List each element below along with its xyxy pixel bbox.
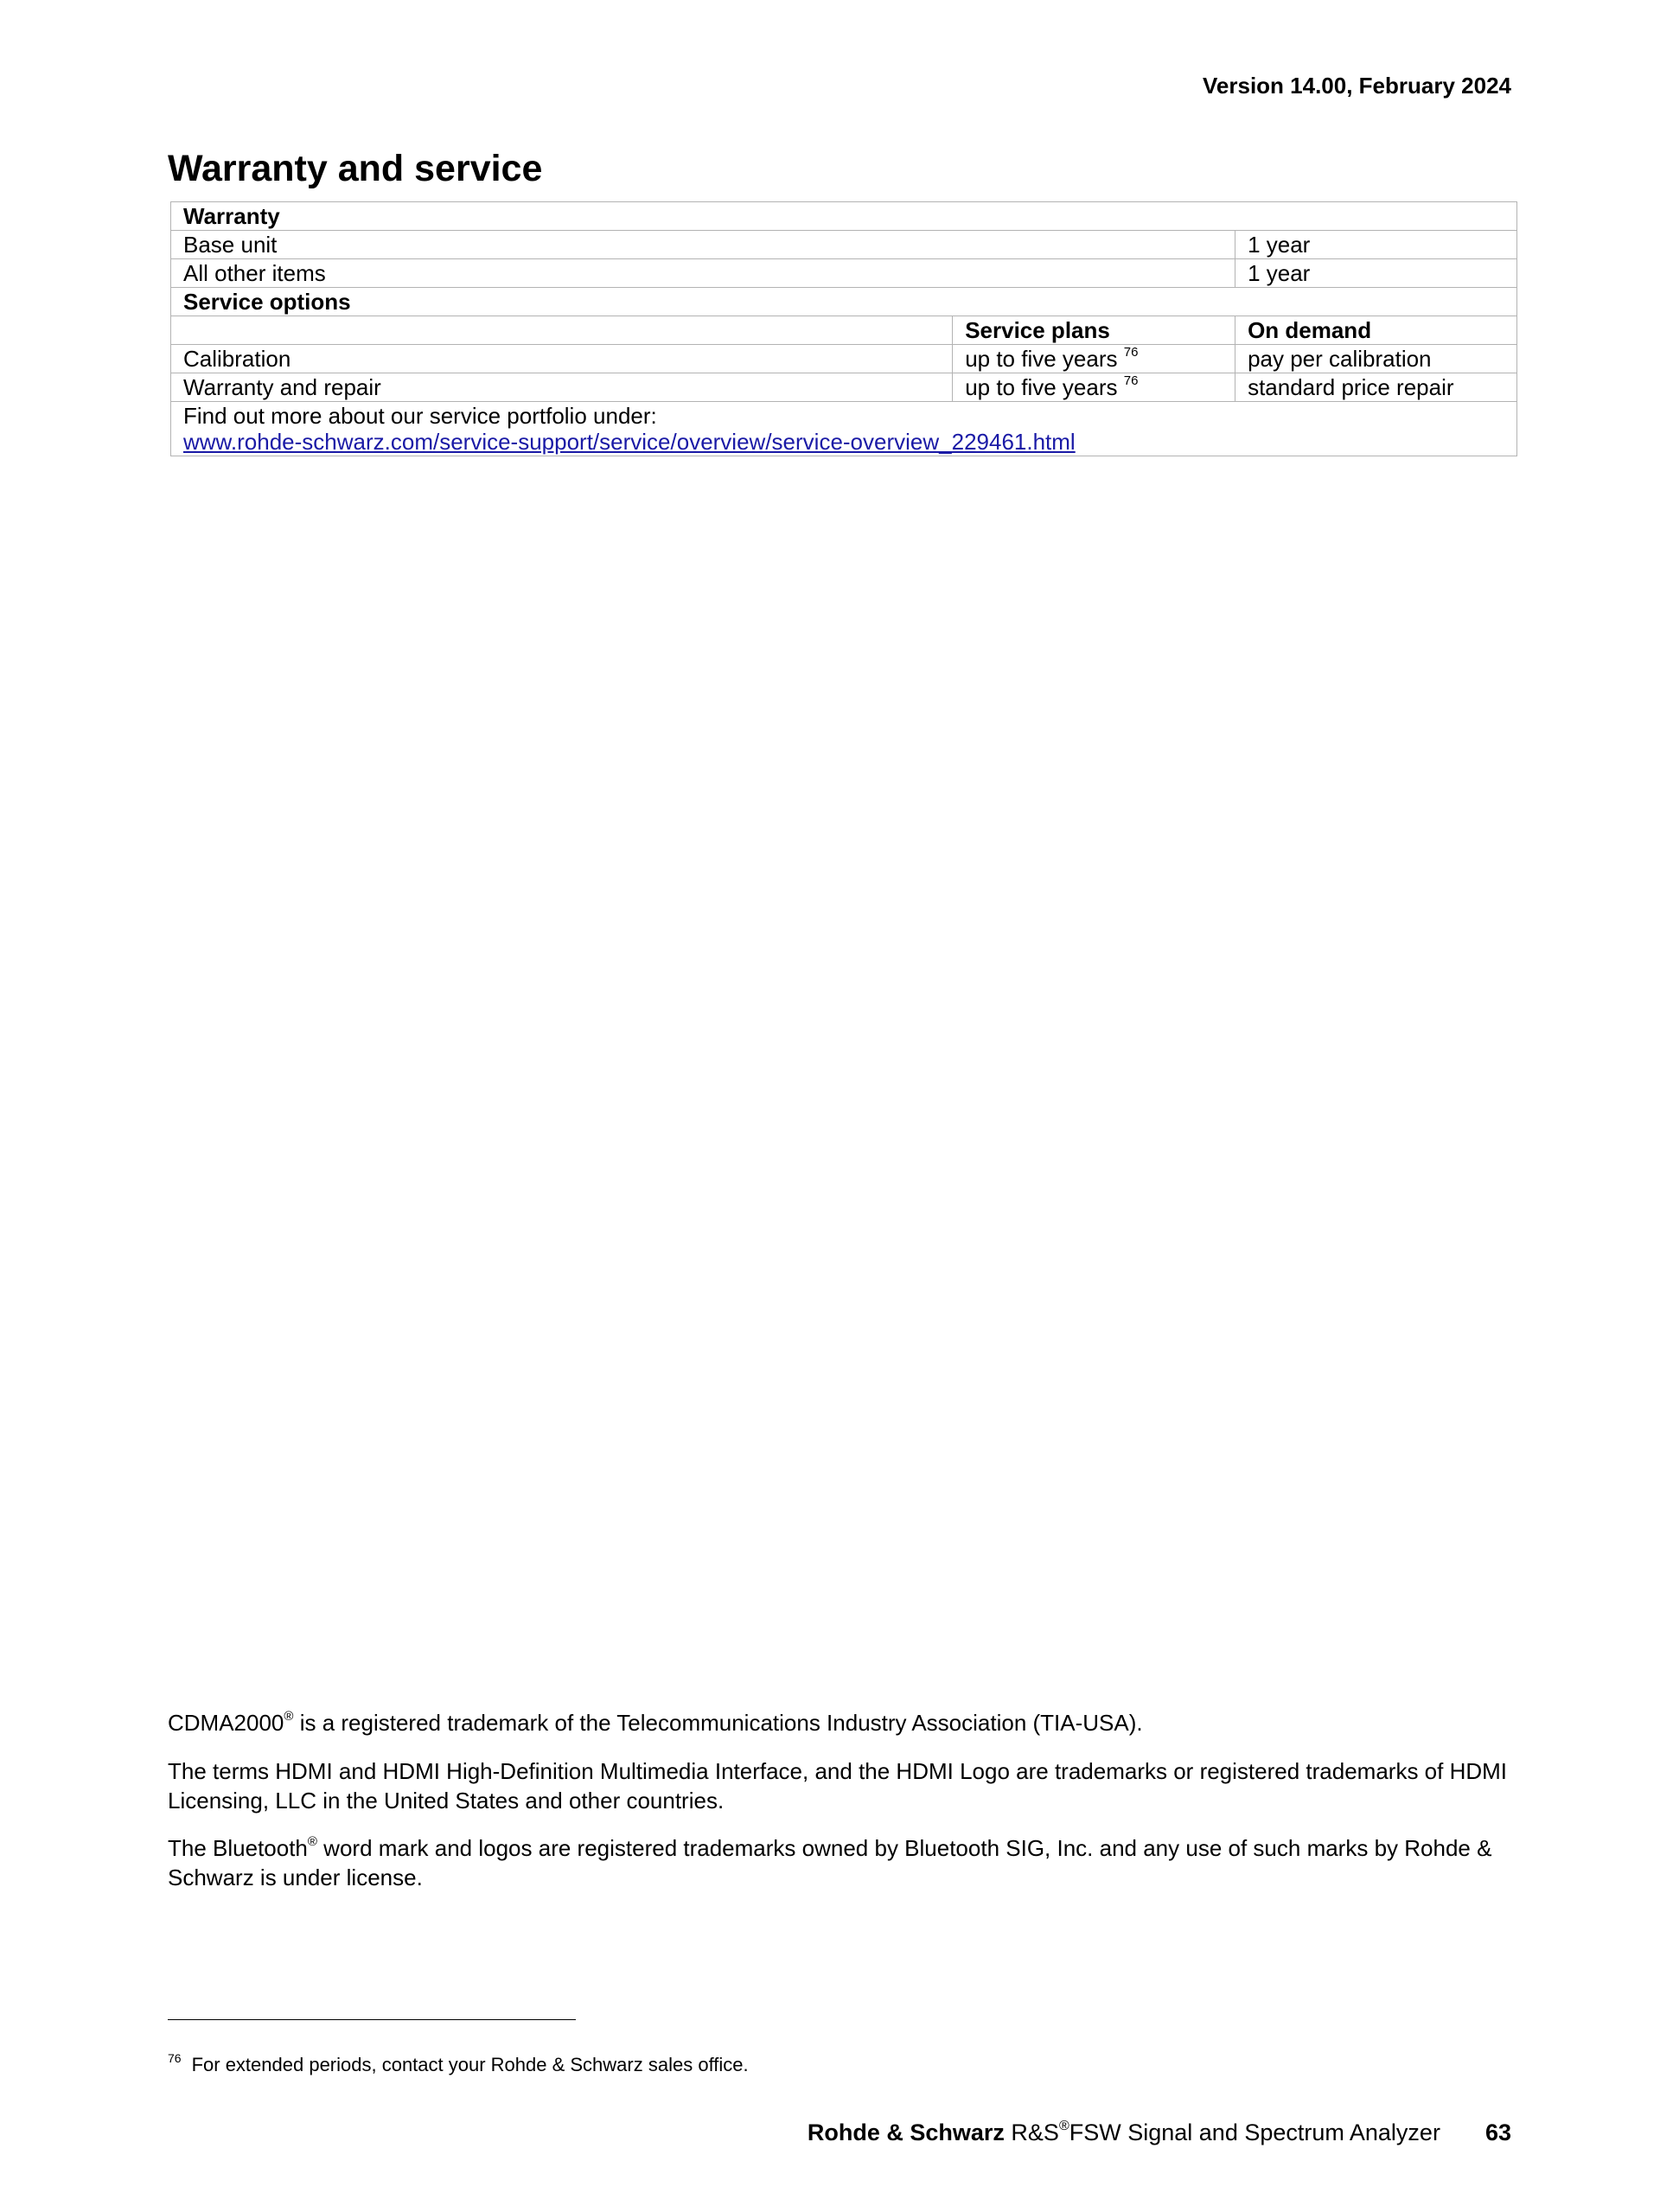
trademark-hdmi: The terms HDMI and HDMI High-Definition Multimedia Interface, and the HDMI Logo are trademarks or registered trademarks of HDMI Licensing, LLC in the United States and other countries. [168, 1758, 1508, 1814]
registered-mark: ® [307, 1834, 317, 1849]
on-demand-header: On demand [1235, 316, 1517, 345]
trademark-bluetooth [168, 1833, 1516, 1892]
table-row [171, 231, 1517, 259]
service-plan: up to five years [965, 374, 1118, 400]
cdma-name: CDMA2000 [168, 1710, 284, 1736]
table-row [171, 345, 1517, 373]
table-row [171, 259, 1517, 288]
warranty-service-table [170, 201, 1517, 456]
footnote-divider [168, 2019, 576, 2020]
more-info-text: Find out more about our service portfolio under: [183, 403, 657, 429]
trademark-cdma [168, 1708, 1516, 1737]
table-row [171, 202, 1517, 231]
table-row [171, 402, 1517, 456]
service-plans-header: Service plans [953, 316, 1235, 345]
service-options-heading: Service options [171, 288, 1517, 316]
warranty-item: All other items [171, 259, 1235, 288]
table-row [171, 373, 1517, 402]
service-plan-cell [953, 373, 1235, 402]
page-number: 63 [1484, 2120, 1511, 2145]
on-demand-value: standard price repair [1235, 373, 1517, 402]
on-demand-value: pay per calibration [1235, 345, 1517, 373]
service-plan: up to five years [965, 346, 1118, 372]
page-footer [808, 2120, 1511, 2146]
document-version: Version 14.00, February 2024 [1203, 73, 1511, 99]
service-item: Calibration [171, 345, 953, 373]
footnote-ref[interactable]: 76 [1123, 373, 1139, 388]
registered-mark: ® [284, 1709, 294, 1724]
footnote-text: For extended periods, contact your Rohde & Schwarz sales office. [191, 2054, 749, 2075]
warranty-heading: Warranty [171, 202, 1517, 231]
warranty-value: 1 year [1235, 259, 1517, 288]
cdma-text: is a registered trademark of the Telecommunications Industry Association (TIA-USA). [293, 1710, 1143, 1736]
empty-header-cell [171, 316, 953, 345]
service-plan-cell [953, 345, 1235, 373]
service-portfolio-link[interactable]: www.rohde-schwarz.com/service-support/service/overview/service-overview_229461.html [183, 429, 1076, 455]
footer-brand: Rohde & Schwarz [807, 2120, 1005, 2145]
service-item: Warranty and repair [171, 373, 953, 402]
footnote-number: 76 [168, 2051, 182, 2065]
bluetooth-text: word mark and logos are registered trademarks owned by Bluetooth SIG, Inc. and any use of such marks by Rohde & Schwarz is under license. [168, 1835, 1492, 1890]
warranty-value: 1 year [1235, 231, 1517, 259]
table-row [171, 316, 1517, 345]
footnote [168, 2051, 749, 2076]
more-info-cell [171, 402, 1517, 456]
section-title: Warranty and service [168, 148, 543, 189]
footer-product: FSW Signal and Spectrum Analyzer [1069, 2120, 1440, 2145]
footer-product-prefix: R&S [1011, 2120, 1059, 2145]
warranty-item: Base unit [171, 231, 1235, 259]
footnote-ref[interactable]: 76 [1123, 345, 1139, 360]
bluetooth-prefix: The Bluetooth [168, 1835, 308, 1861]
registered-mark: ® [1058, 2119, 1069, 2133]
table-row [171, 288, 1517, 316]
